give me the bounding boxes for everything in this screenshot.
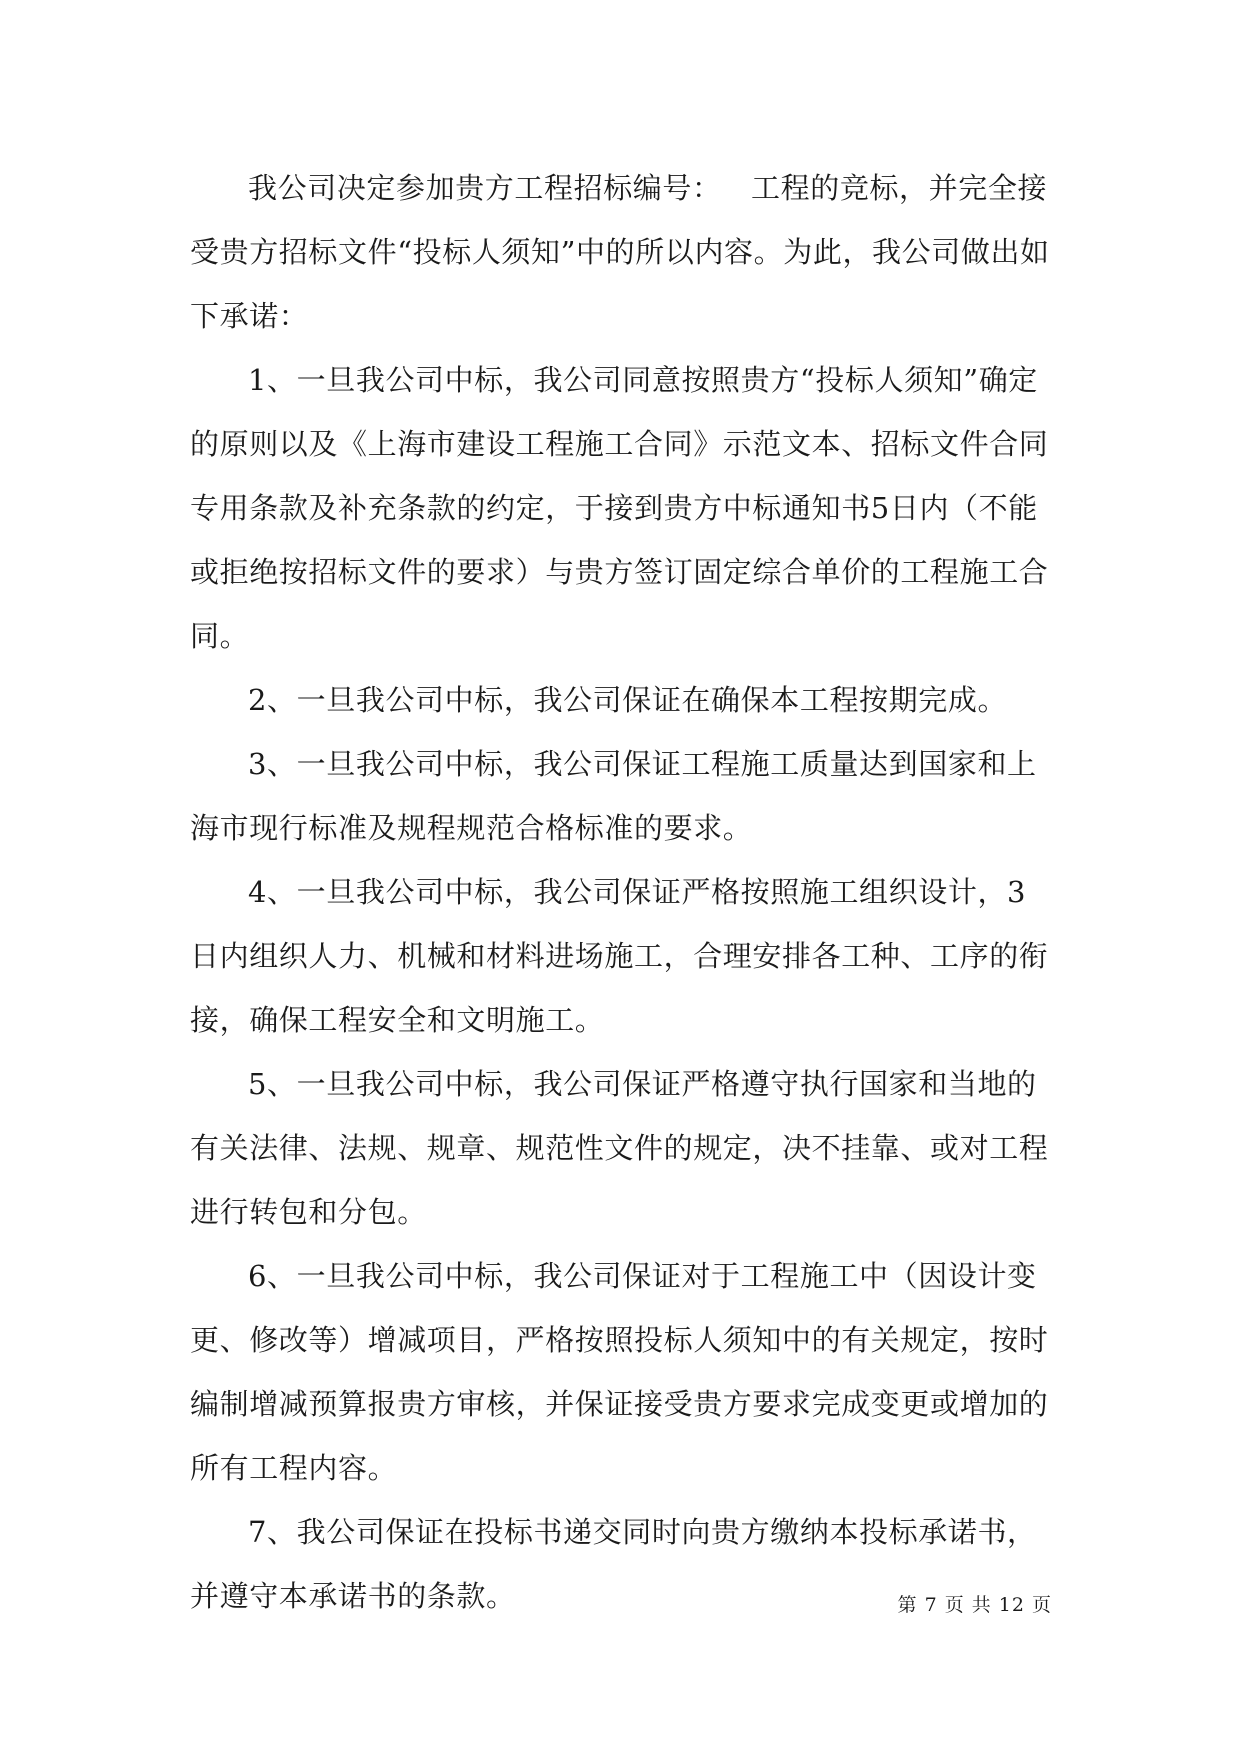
- commitment-7-paragraph: 7、我公司保证在投标书递交同时向贵方缴纳本投标承诺书，并遵守本承诺书的条款。: [190, 1515, 1037, 1613]
- commitment-5-paragraph: 5、一旦我公司中标，我公司保证严格遵守执行国家和当地的有关法律、法规、规章、规范性文件的规定，决不挂靠、或对工程进行转包和分包。: [190, 1067, 1049, 1229]
- commitment-1-paragraph: 1、一旦我公司中标，我公司同意按照贵方“投标人须知”确定的原则以及《上海市建设工程施工合同》示范文本、招标文件合同专用条款及补充条款的约定，于接到贵方中标通知书5日内（不能或拒绝按招标文件的要求）与贵方签订固定综合单价的工程施工合同。: [190, 363, 1049, 653]
- intro-paragraph: 我公司决定参加贵方工程招标编号： 工程的竞标，并完全接受贵方招标文件“投标人须知”中的所以内容。为此，我公司做出如下承诺：: [190, 171, 1050, 333]
- page-footer: [0, 1590, 1052, 1617]
- commitment-4-paragraph: 4、一旦我公司中标，我公司保证严格按照施工组织设计，3日内组织人力、机械和材料进场施工，合理安排各工种、工序的衔接，确保工程安全和文明施工。: [190, 875, 1049, 1037]
- page-number: 第 7 页 共 12 页: [897, 1594, 1052, 1616]
- document-body: [190, 156, 1052, 1628]
- commitment-2-paragraph: 2、一旦我公司中标，我公司保证在确保本工程按期完成。: [248, 683, 1008, 717]
- commitment-6-paragraph: 6、一旦我公司中标，我公司保证对于工程施工中（因设计变更、修改等）增减项目，严格按照投标人须知中的有关规定，按时编制增减预算报贵方审核，并保证接受贵方要求完成变更或增加的所有工程内容。: [190, 1259, 1049, 1485]
- commitment-3-paragraph: 3、一旦我公司中标，我公司保证工程施工质量达到国家和上海市现行标准及规程规范合格标准的要求。: [190, 747, 1037, 845]
